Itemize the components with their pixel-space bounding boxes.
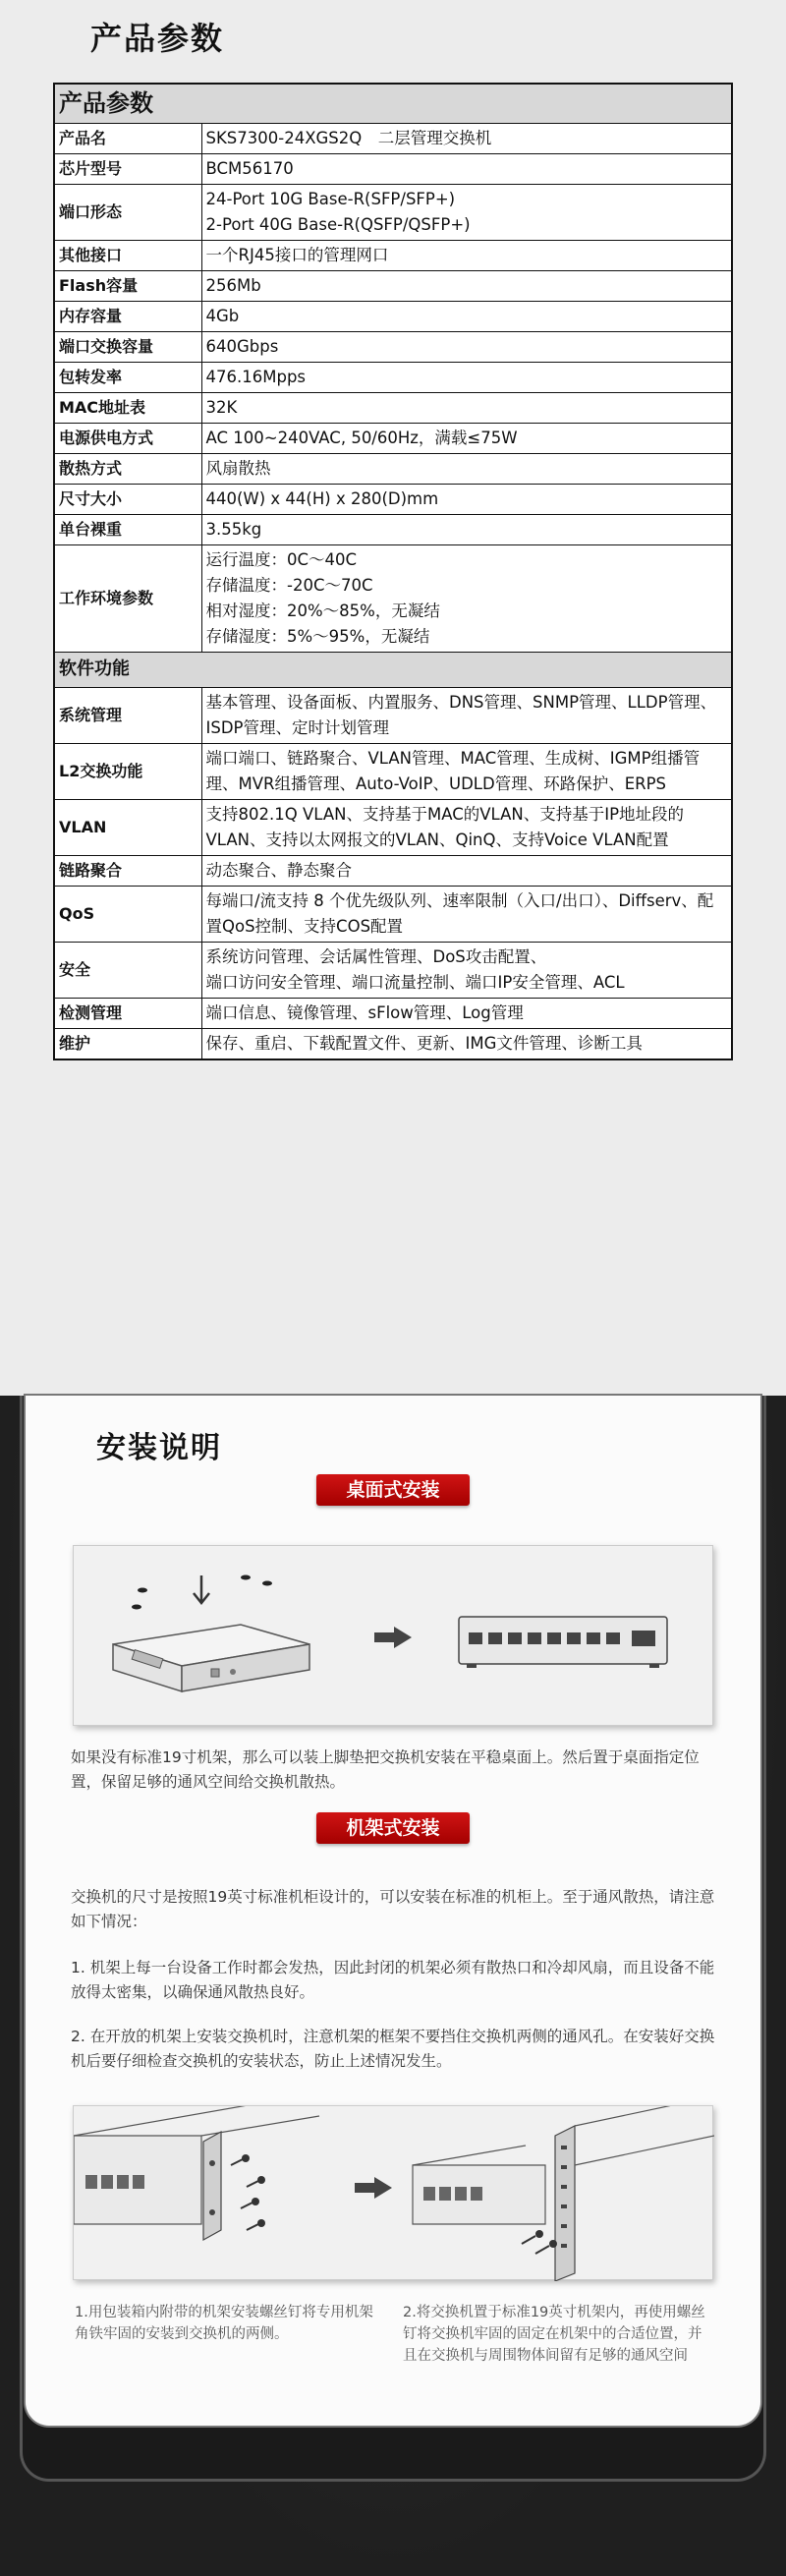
spec-key: 电源供电方式 <box>54 423 201 453</box>
table-row <box>54 942 732 998</box>
spec-key: 产品名 <box>54 123 201 153</box>
rack-step2-caption: 2.将交换机置于标准19英寸机架内，再使用螺丝钉将交换机牢固的固定在机架中的合适位置，并且在交换机与周围物体间留有足够的通风空间 <box>403 2305 705 2364</box>
rack-install-illustration <box>73 2105 713 2280</box>
spec-value: 每端口/流支持 8 个优先级队列、速率限制（入口/出口）、Diffserv、配置QoS控制、支持COS配置 <box>201 886 732 942</box>
spec-key: 其他接口 <box>54 240 201 270</box>
spec-value: 一个RJ45接口的管理网口 <box>201 240 732 270</box>
table-row <box>54 514 732 544</box>
table-row <box>54 392 732 423</box>
desktop-install-tag: 桌面式安装 <box>316 1474 470 1506</box>
table-row <box>54 123 732 153</box>
spec-key: Flash容量 <box>54 270 201 301</box>
rack-install-tag: 机架式安装 <box>316 1812 470 1844</box>
spec-value: BCM56170 <box>201 153 732 184</box>
table-row <box>54 855 732 886</box>
spec-value: 端口信息、镜像管理、sFlow管理、Log管理 <box>201 998 732 1028</box>
spec-value: 支持802.1Q VLAN、支持基于MAC的VLAN、支持基于IP地址段的VLAN、支持以太网报文的VLAN、QinQ、支持Voice VLAN配置 <box>201 799 732 855</box>
table-row <box>54 544 732 652</box>
page-title: 产品参数 <box>90 20 225 57</box>
spec-key: MAC地址表 <box>54 392 201 423</box>
spec-value: SKS7300-24XGS2Q 二层管理交换机 <box>201 123 732 153</box>
table-row <box>54 484 732 514</box>
spec-value: 运行温度：0C～40C 存储温度：-20C～70C 相对湿度：20%～85%，无凝结 存储湿度：5%～95%，无凝结 <box>201 544 732 652</box>
rack-install-text-point2: 2. 在开放的机架上安装交换机时，注意机架的框架不要挡住交换机两侧的通风孔。在安装好交换机后要仔细检查交换机的安装状态，防止上述情况发生。 <box>71 2028 715 2070</box>
spec-key: QoS <box>54 886 201 942</box>
desktop-install-illustration <box>73 1545 713 1726</box>
spec-value: AC 100~240VAC, 50/60Hz，满载≤75W <box>201 423 732 453</box>
spec-value: 4Gb <box>201 301 732 331</box>
spec-value: 基本管理、设备面板、内置服务、DNS管理、SNMP管理、LLDP管理、ISDP管理、定时计划管理 <box>201 687 732 743</box>
spec-value: 系统访问管理、会话属性管理、DoS攻击配置、 端口访问安全管理、端口流量控制、端口IP安全管理、ACL <box>201 942 732 998</box>
spec-key: 单台裸重 <box>54 514 201 544</box>
desktop-install-drawing <box>74 1546 714 1727</box>
spec-key: 工作环境参数 <box>54 544 201 652</box>
spec-value: 3.55kg <box>201 514 732 544</box>
spec-value: 440(W) x 44(H) x 280(D)mm <box>201 484 732 514</box>
spec-key: 尺寸大小 <box>54 484 201 514</box>
rack-install-text-point1: 1. 机架上每一台设备工作时都会发热，因此封闭的机架必须有散热口和冷却风扇，而且设备不能放得太密集，以确保通风散热良好。 <box>71 1959 715 2001</box>
spec-key: 端口形态 <box>54 184 201 240</box>
table-row <box>54 1028 732 1059</box>
table-row <box>54 743 732 799</box>
table-row <box>54 362 732 392</box>
table-row <box>54 301 732 331</box>
table-row <box>54 998 732 1028</box>
table-row <box>54 453 732 484</box>
spec-key: 链路聚合 <box>54 855 201 886</box>
spec-value: 256Mb <box>201 270 732 301</box>
spec-key: 内存容量 <box>54 301 201 331</box>
spec-table <box>53 83 733 1060</box>
spec-value: 端口端口、链路聚合、VLAN管理、MAC管理、生成树、IGMP组播管理、MVR组播管理、Auto-VoIP、UDLD管理、环路保护、ERPS <box>201 743 732 799</box>
rack-install-text-intro: 交换机的尺寸是按照19英寸标准机柜设计的，可以安装在标准的机柜上。至于通风散热，请注意如下情况： <box>71 1888 715 1930</box>
desktop-install-text: 如果没有标准19寸机架，那么可以装上脚垫把交换机安装在平稳桌面上。然后置于桌面指定位置，保留足够的通风空间给交换机散热。 <box>71 1748 700 1791</box>
rack-install-drawing <box>74 2106 714 2281</box>
section-header-params <box>54 84 732 123</box>
install-card <box>26 1396 760 2426</box>
section-header-params-label: 产品参数 <box>54 84 732 123</box>
table-row <box>54 687 732 743</box>
spec-value: 476.16Mpps <box>201 362 732 392</box>
spec-key: 包转发率 <box>54 362 201 392</box>
table-row <box>54 331 732 362</box>
spec-key: 端口交换容量 <box>54 331 201 362</box>
table-row <box>54 240 732 270</box>
spec-value: 动态聚合、静态聚合 <box>201 855 732 886</box>
spec-key: L2交换功能 <box>54 743 201 799</box>
spec-key: 维护 <box>54 1028 201 1059</box>
rack-step1-caption: 1.用包装箱内附带的机架安装螺丝钉将专用机架角铁牢固的安装到交换机的两侧。 <box>75 2305 373 2342</box>
spec-key: 散热方式 <box>54 453 201 484</box>
spec-value: 640Gbps <box>201 331 732 362</box>
table-row <box>54 423 732 453</box>
table-row <box>54 886 732 942</box>
table-row <box>54 153 732 184</box>
spec-value: 风扇散热 <box>201 453 732 484</box>
section-header-software-label: 软件功能 <box>54 652 732 687</box>
table-row <box>54 799 732 855</box>
spec-key: 芯片型号 <box>54 153 201 184</box>
spec-key: VLAN <box>54 799 201 855</box>
install-title: 安装说明 <box>96 1431 222 1465</box>
spec-value: 保存、重启、下载配置文件、更新、IMG文件管理、诊断工具 <box>201 1028 732 1059</box>
spec-key: 检测管理 <box>54 998 201 1028</box>
table-row <box>54 270 732 301</box>
spec-key: 安全 <box>54 942 201 998</box>
section-header-software <box>54 652 732 687</box>
table-row <box>54 184 732 240</box>
spec-key: 系统管理 <box>54 687 201 743</box>
spec-value: 32K <box>201 392 732 423</box>
spec-value: 24-Port 10G Base-R(SFP/SFP+) 2-Port 40G Base-R(QSFP/QSFP+) <box>201 184 732 240</box>
